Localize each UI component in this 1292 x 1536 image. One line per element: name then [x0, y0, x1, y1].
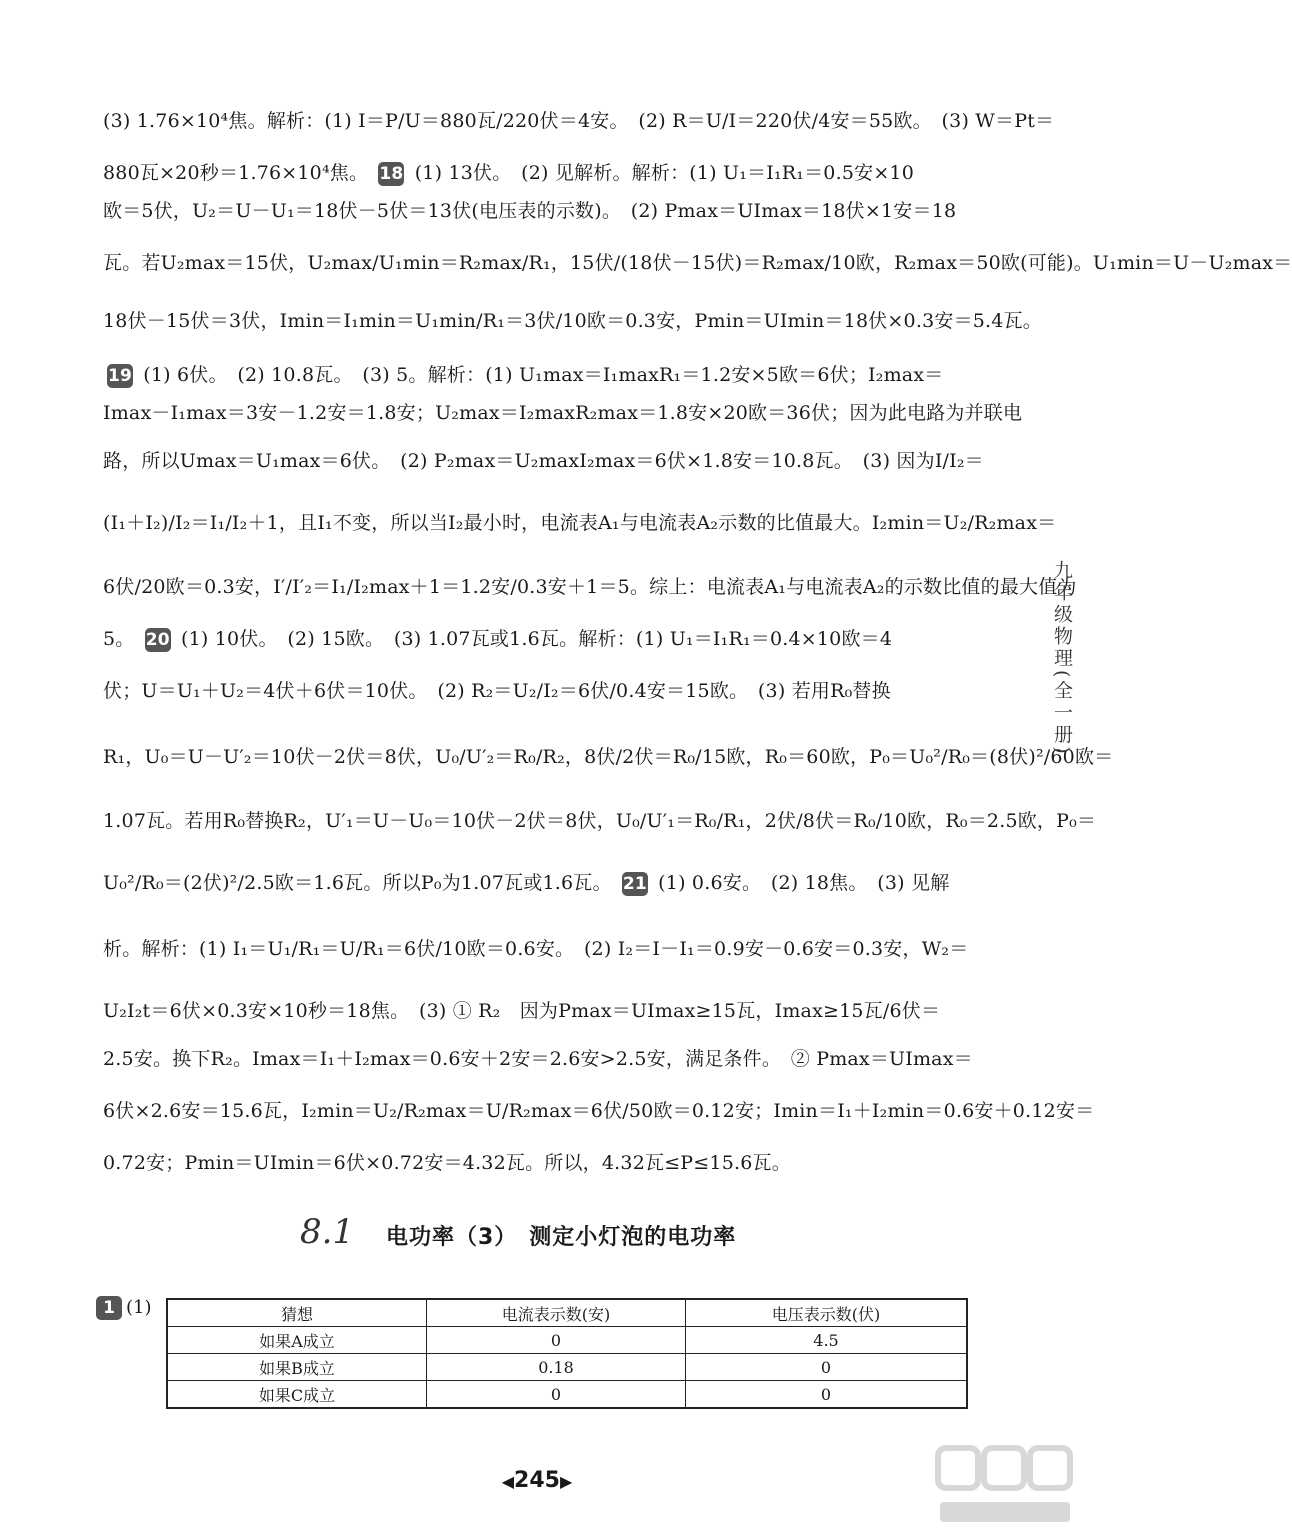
right-triangle-icon: ▶ — [559, 1472, 573, 1491]
question-badge-20: 20 — [145, 630, 170, 650]
hypothesis-table — [166, 1298, 968, 1409]
table-row — [167, 1381, 967, 1409]
text-segment: 880瓦×20秒＝1.76×10⁴焦。 — [103, 162, 369, 184]
text-segment: U₀²/R₀＝(2伏)²/2.5欧＝1.6瓦。所以P₀为1.07瓦或1.6瓦。 — [103, 872, 612, 894]
header-voltmeter: 电压表示数(伏) — [686, 1299, 968, 1327]
text-line-9: (I₁＋I₂)/I₂＝I₁/I₂＋1，且I₁不变，所以当I₂最小时，电流表A₁与电流表A₂示数的比值最大。I₂min＝U₂/R₂max＝ — [103, 512, 1057, 534]
table-cell: 0 — [686, 1381, 968, 1409]
text-line-19: 6伏×2.6安＝15.6瓦，I₂min＝U₂/R₂max＝U/R₂max＝6伏/50欧＝0.12安；Imin＝I₁＋I₂min＝0.6安＋0.12安＝ — [103, 1100, 1095, 1122]
text-segment: 5。 — [103, 628, 135, 650]
text-line-3: 欧＝5伏，U₂＝U－U₁＝18伏－5伏＝13伏(电压表的示数)。 (2) Pmax＝UImax＝18伏×1安＝18 — [103, 200, 957, 222]
text-segment: (1) 10伏。 (2) 15欧。 (3) 1.07瓦或1.6瓦。解析：(1) U₁＝I₁R₁＝0.4×10欧＝4 — [181, 628, 893, 650]
table-cell: 如果C成立 — [167, 1381, 427, 1409]
question-badge-19: 19 — [107, 366, 133, 386]
section-number: 8.1 — [300, 1212, 355, 1252]
text-segment: (1) 13伏。 (2) 见解析。解析：(1) U₁＝I₁R₁＝0.5安×10 — [414, 162, 915, 184]
text-line-18: 2.5安。换下R₂。Imax＝I₁＋I₂max＝0.6安＋2安＝2.6安>2.5安，满足条件。 ② Pmax＝UImax＝ — [103, 1048, 973, 1070]
text-line-17: U₂I₂t＝6伏×0.3安×10秒＝18焦。 (3) ① R₂ 因为Pmax＝UImax≥15瓦，Imax≥15瓦/6伏＝ — [103, 1000, 941, 1022]
table-row — [167, 1354, 967, 1381]
sub-question-label: (1) — [126, 1297, 152, 1318]
header-ammeter: 电流表示数(安) — [427, 1299, 686, 1327]
table-cell: 0 — [427, 1381, 686, 1409]
question-badge-18: 18 — [379, 164, 404, 184]
text-line-11 — [103, 624, 973, 654]
text-line-6 — [103, 360, 973, 390]
text-line-16: 析。解析：(1) I₁＝U₁/R₁＝U/R₁＝6伏/10欧＝0.6安。 (2) I₂＝I－I₁＝0.9安－0.6安＝0.3安，W₂＝ — [103, 938, 969, 960]
header-hypothesis: 猜想 — [167, 1299, 427, 1327]
text-segment: (1) 6伏。 (2) 10.8瓦。 (3) 5。解析：(1) U₁max＝I₁maxR₁＝1.2安×5欧＝6伏；I₂max＝ — [143, 364, 944, 386]
table-cell: 如果B成立 — [167, 1354, 427, 1381]
table-cell: 0 — [427, 1327, 686, 1354]
text-line-1: (3) 1.76×10⁴焦。解析：(1) I＝P/U＝880瓦/220伏＝4安。 (2) R＝U/I＝220伏/4安＝55欧。 (3) W＝Pt＝ — [103, 110, 1055, 132]
table-cell: 如果A成立 — [167, 1327, 427, 1354]
question-1-label — [96, 1296, 152, 1320]
text-line-5: 18伏－15伏＝3伏，Imin＝I₁min＝U₁min/R₁＝3伏/10欧＝0.3安，Pmin＝UImin＝18伏×0.3安＝5.4瓦。 — [103, 310, 1042, 332]
watermark-logo-icon — [930, 1440, 1080, 1530]
text-line-8: 路，所以Umax＝U₁max＝6伏。 (2) P₂max＝U₂maxI₂max＝6伏×1.8安＝10.8瓦。 (3) 因为I/I₂＝ — [103, 450, 984, 472]
text-line-4: 瓦。若U₂max＝15伏，U₂max/U₁min＝R₂max/R₁，15伏/(18伏－15伏)＝R₂max/10欧，R₂max＝50欧(可能)。U₁min＝U－U₂max＝ — [103, 252, 1292, 274]
section-title: 电功率（3） 测定小灯泡的电功率 — [386, 1225, 737, 1250]
question-badge-1: 1 — [96, 1296, 122, 1320]
text-line-14: 1.07瓦。若用R₀替换R₂，U′₁＝U－U₀＝10伏－2伏＝8伏，U₀/U′₁＝R₀/R₁，2伏/8伏＝R₀/10欧，R₀＝2.5欧，P₀＝ — [103, 810, 1097, 832]
table-header-row — [167, 1299, 967, 1327]
section-heading — [300, 1212, 860, 1256]
text-line-15 — [103, 868, 973, 898]
text-line-7: Imax－I₁max＝3安－1.2安＝1.8安；U₂max＝I₂maxR₂max＝1.8安×20欧＝36伏；因为此电路为并联电 — [103, 402, 1023, 424]
table-row — [167, 1327, 967, 1354]
table-cell: 0.18 — [427, 1354, 686, 1381]
table-cell: 4.5 — [686, 1327, 968, 1354]
page-number — [492, 1468, 582, 1493]
text-line-12: 伏；U＝U₁＋U₂＝4伏＋6伏＝10伏。 (2) R₂＝U₂/I₂＝6伏/0.4安＝15欧。 (3) 若用R₀替换 — [103, 680, 891, 702]
text-line-2 — [103, 158, 973, 188]
question-badge-21: 21 — [622, 874, 647, 894]
text-line-20: 0.72安；Pmin＝UImin＝6伏×0.72安＝4.32瓦。所以，4.32瓦≤P≤15.6瓦。 — [103, 1152, 791, 1174]
table-cell: 0 — [686, 1354, 968, 1381]
page-number-value: 245 — [514, 1468, 560, 1493]
text-line-13: R₁，U₀＝U－U′₂＝10伏－2伏＝8伏，U₀/U′₂＝R₀/R₂，8伏/2伏＝R₀/15欧，R₀＝60欧，P₀＝U₀²/R₀＝(8伏)²/60欧＝ — [103, 746, 1114, 768]
left-triangle-icon: ◀ — [501, 1472, 515, 1491]
book-title-sidebar: 九年级物理(全一册) — [1051, 560, 1073, 757]
text-segment: (1) 0.6安。 (2) 18焦。 (3) 见解 — [658, 872, 950, 894]
text-line-10: 6伏/20欧＝0.3安，I′/I′₂＝I₁/I₂max＋1＝1.2安/0.3安＋1＝5。综上：电流表A₁与电流表A₂的示数比值的最大值为 — [103, 576, 1077, 598]
